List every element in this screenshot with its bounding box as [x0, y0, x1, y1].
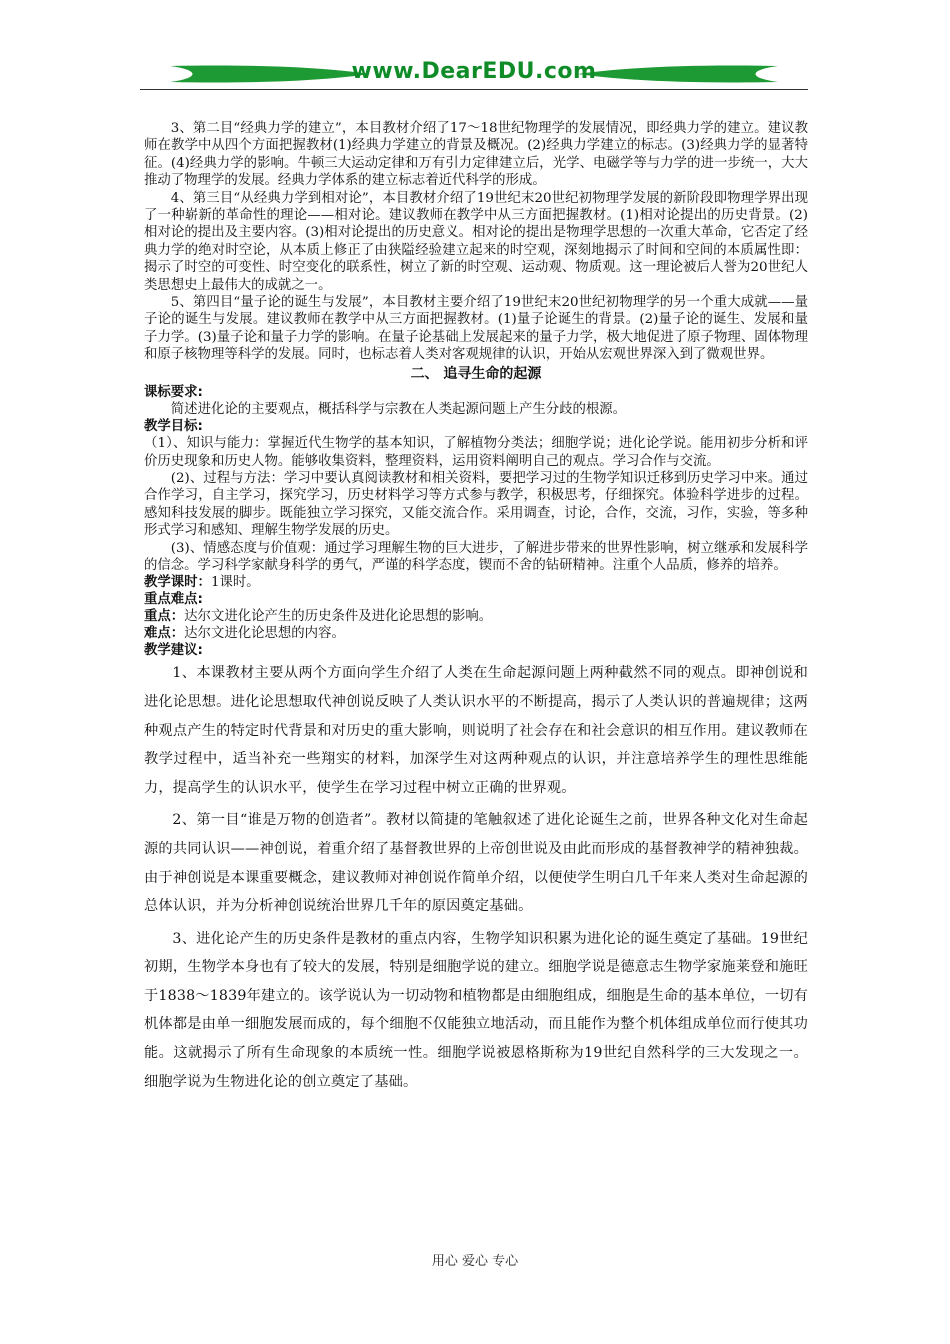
suggestion-3: 3、进化论产生的历史条件是教材的重点内容，生物学知识积累为进化论的诞生奠定了基础。19世纪初期，生物学本身也有了较大的发展，特别是细胞学说的建立。细胞学说是德意志生物学家施莱登和施旺于1838～1839年建立的。该学说认为一切动物和植物都是由细胞组成，细胞是生命的基本单位，一切有机体都是由单一细胞发展而成的，每个细胞不仅能独立地活动，而且能作为整个机体组成单位而行使其功能。这就揭示了所有生命现象的本质统一性。细胞学说被恩格斯称为19世纪自然科学的三大发现之一。细胞学说为生物进化论的创立奠定了基础。 — [144, 930, 808, 1090]
jianyi-heading: 教学建议: — [144, 643, 203, 659]
keshi-line — [144, 574, 808, 591]
suggestion-2: 2、第一目“谁是万物的创造者”。教材以简捷的笔触叙述了进化论诞生之前，世界各种文化对生命起源的共同认识——神创说，着重介绍了基督教世界的上帝创世说及由此而形成的基督教神学的精神独裁。由于神创说是本课重要概念，建议教师对神创说作简单介绍，以便使学生明白几千年来人类对生命起源的总体认识，并为分析神创说统治世界几千年的原因奠定基础。 — [144, 812, 808, 915]
header-rule — [140, 89, 808, 90]
page-footer: 用心 爱心 专心 — [431, 1254, 519, 1269]
paragraph-top-5: 5、第四目“量子论的诞生与发展”，本目教材主要介绍了19世纪末20世纪初物理学的另一个重大成就——量子论的诞生与发展。建议教师在教学中从三方面把握教材。(1)量子论诞生的背景。(2)量子论的诞生、发展和量子力学。(3)量子论和量子力学的影响。在量子论基础上发展起来的量子力学，极大地促进了原子物理、固体物理和原子核物理等科学的发展。同时，也标志着人类对客观规律的认识，开始从宏观世界深入到了微观世界。 — [144, 295, 808, 363]
goal-1: （1）、知识与能力：掌握近代生物学的基本知识，了解植物分类法；细胞学说；进化论学说。能用初步分析和评价历史现象和历史人物。能够收集资料，整理资料，运用资料阐明自己的观点。学习合作与交流。 — [144, 436, 808, 469]
kebiao-text: 简述进化论的主要观点，概括科学与宗教在人类起源问题上产生分歧的根源。 — [170, 401, 627, 417]
zhongdian-value: 达尔文进化论产生的历史条件及进化论思想的影响。 — [184, 609, 493, 625]
keshi-label: 教学课时： — [144, 575, 211, 591]
site-logo[interactable]: www.DearEDU.com — [351, 59, 597, 84]
goal-2: (2)、过程与方法：学习中要认真阅读教材和相关资料，要把学习过的生物学知识迁移到历史学习中来。通过合作学习，自主学习，探究学习，历史材料学习等方式参与教学，积极思考，仔细探究。体验科学进步的过程。感知科技发展的脚步。既能独立学习探究，又能交流合作。采用调查，讨论，合作，交流，习作，实验，等多种形式学习和感知、理解生物学发展的历史。 — [144, 470, 808, 539]
site-header-logo — [140, 58, 808, 92]
nandian-heading: 重点难点: — [144, 592, 203, 608]
nan-line — [144, 625, 808, 642]
nan-label: 难点： — [144, 626, 185, 642]
keshi-value: 1课时。 — [210, 575, 260, 591]
section-title: 二、 追寻生命的起源 — [410, 365, 542, 382]
zhongdian-label: 重点： — [144, 609, 185, 625]
nan-value: 达尔文进化论思想的内容。 — [184, 626, 345, 642]
paragraph-top-3: 3、第二目“经典力学的建立”，本目教材介绍了17～18世纪物理学的发展情况，即经典力学的建立。建议教师在教学中从四个方面把握教材(1)经典力学建立的背景及概况。(2)经典力学建立的标志。(3)经典力学的显著特征。(4)经典力学的影响。牛顿三大运动定律和万有引力定律建立后，光学、电磁学等与力学的进一步统一，大大推动了物理学的发展。经典力学体系的建立标志着近代科学的形成。 — [144, 121, 808, 189]
goal-3: (3)、情感态度与价值观：通过学习理解生物的巨大进步，了解进步带来的世界性影响，树立继承和发展科学的信念。学习科学家献身科学的勇气，严谨的科学态度，锲而不舍的钻研精神。注重个人品质，修养的培养。 — [144, 540, 808, 573]
paragraph-top-4: 4、第三目“从经典力学到相对论”，本目教材介绍了19世纪末20世纪初物理学发展的新阶段即物理学界出现了一种崭新的革命性的理论——相对论。建议教师在教学中从三方面把握教材。(1)相对论提出的历史背景。(2)相对论的提出及主要内容。(3)相对论提出的历史意义。相对论的提出是物理学思想的一次重大革命，它否定了经典力学的绝对时空论，从本质上修正了由狭隘经验建立起来的时空观，深刻地揭示了时间和空间的本质属性即：揭示了时空的可变性、时空变化的联系性，树立了新的时空观、运动观、物质观。这一理论被后人誉为20世纪人类思想史上最伟大的成就之一。 — [144, 190, 808, 293]
mubiao-heading: 教学目标: — [144, 419, 203, 435]
kebiao-heading: 课标要求: — [144, 384, 203, 400]
suggestion-1: 1、本课教材主要从两个方面向学生介绍了人类在生命起源问题上两种截然不同的观点。即神创说和进化论思想。进化论思想取代神创说反映了人类认识水平的不断提高，揭示了人类认识的普遍规律；这两种观点产生的特定时代背景和对历史的重大影响，则说明了社会存在和社会意识的相互作用。建议教师在教学过程中，适当补充一些翔实的材料，加深学生对这两种观点的认识，并注意培养学生的理性思维能力，提高学生的认识水平，使学生在学习过程中树立正确的世界观。 — [144, 665, 808, 796]
zhongdian-line — [144, 608, 808, 625]
document-body — [144, 120, 808, 1096]
